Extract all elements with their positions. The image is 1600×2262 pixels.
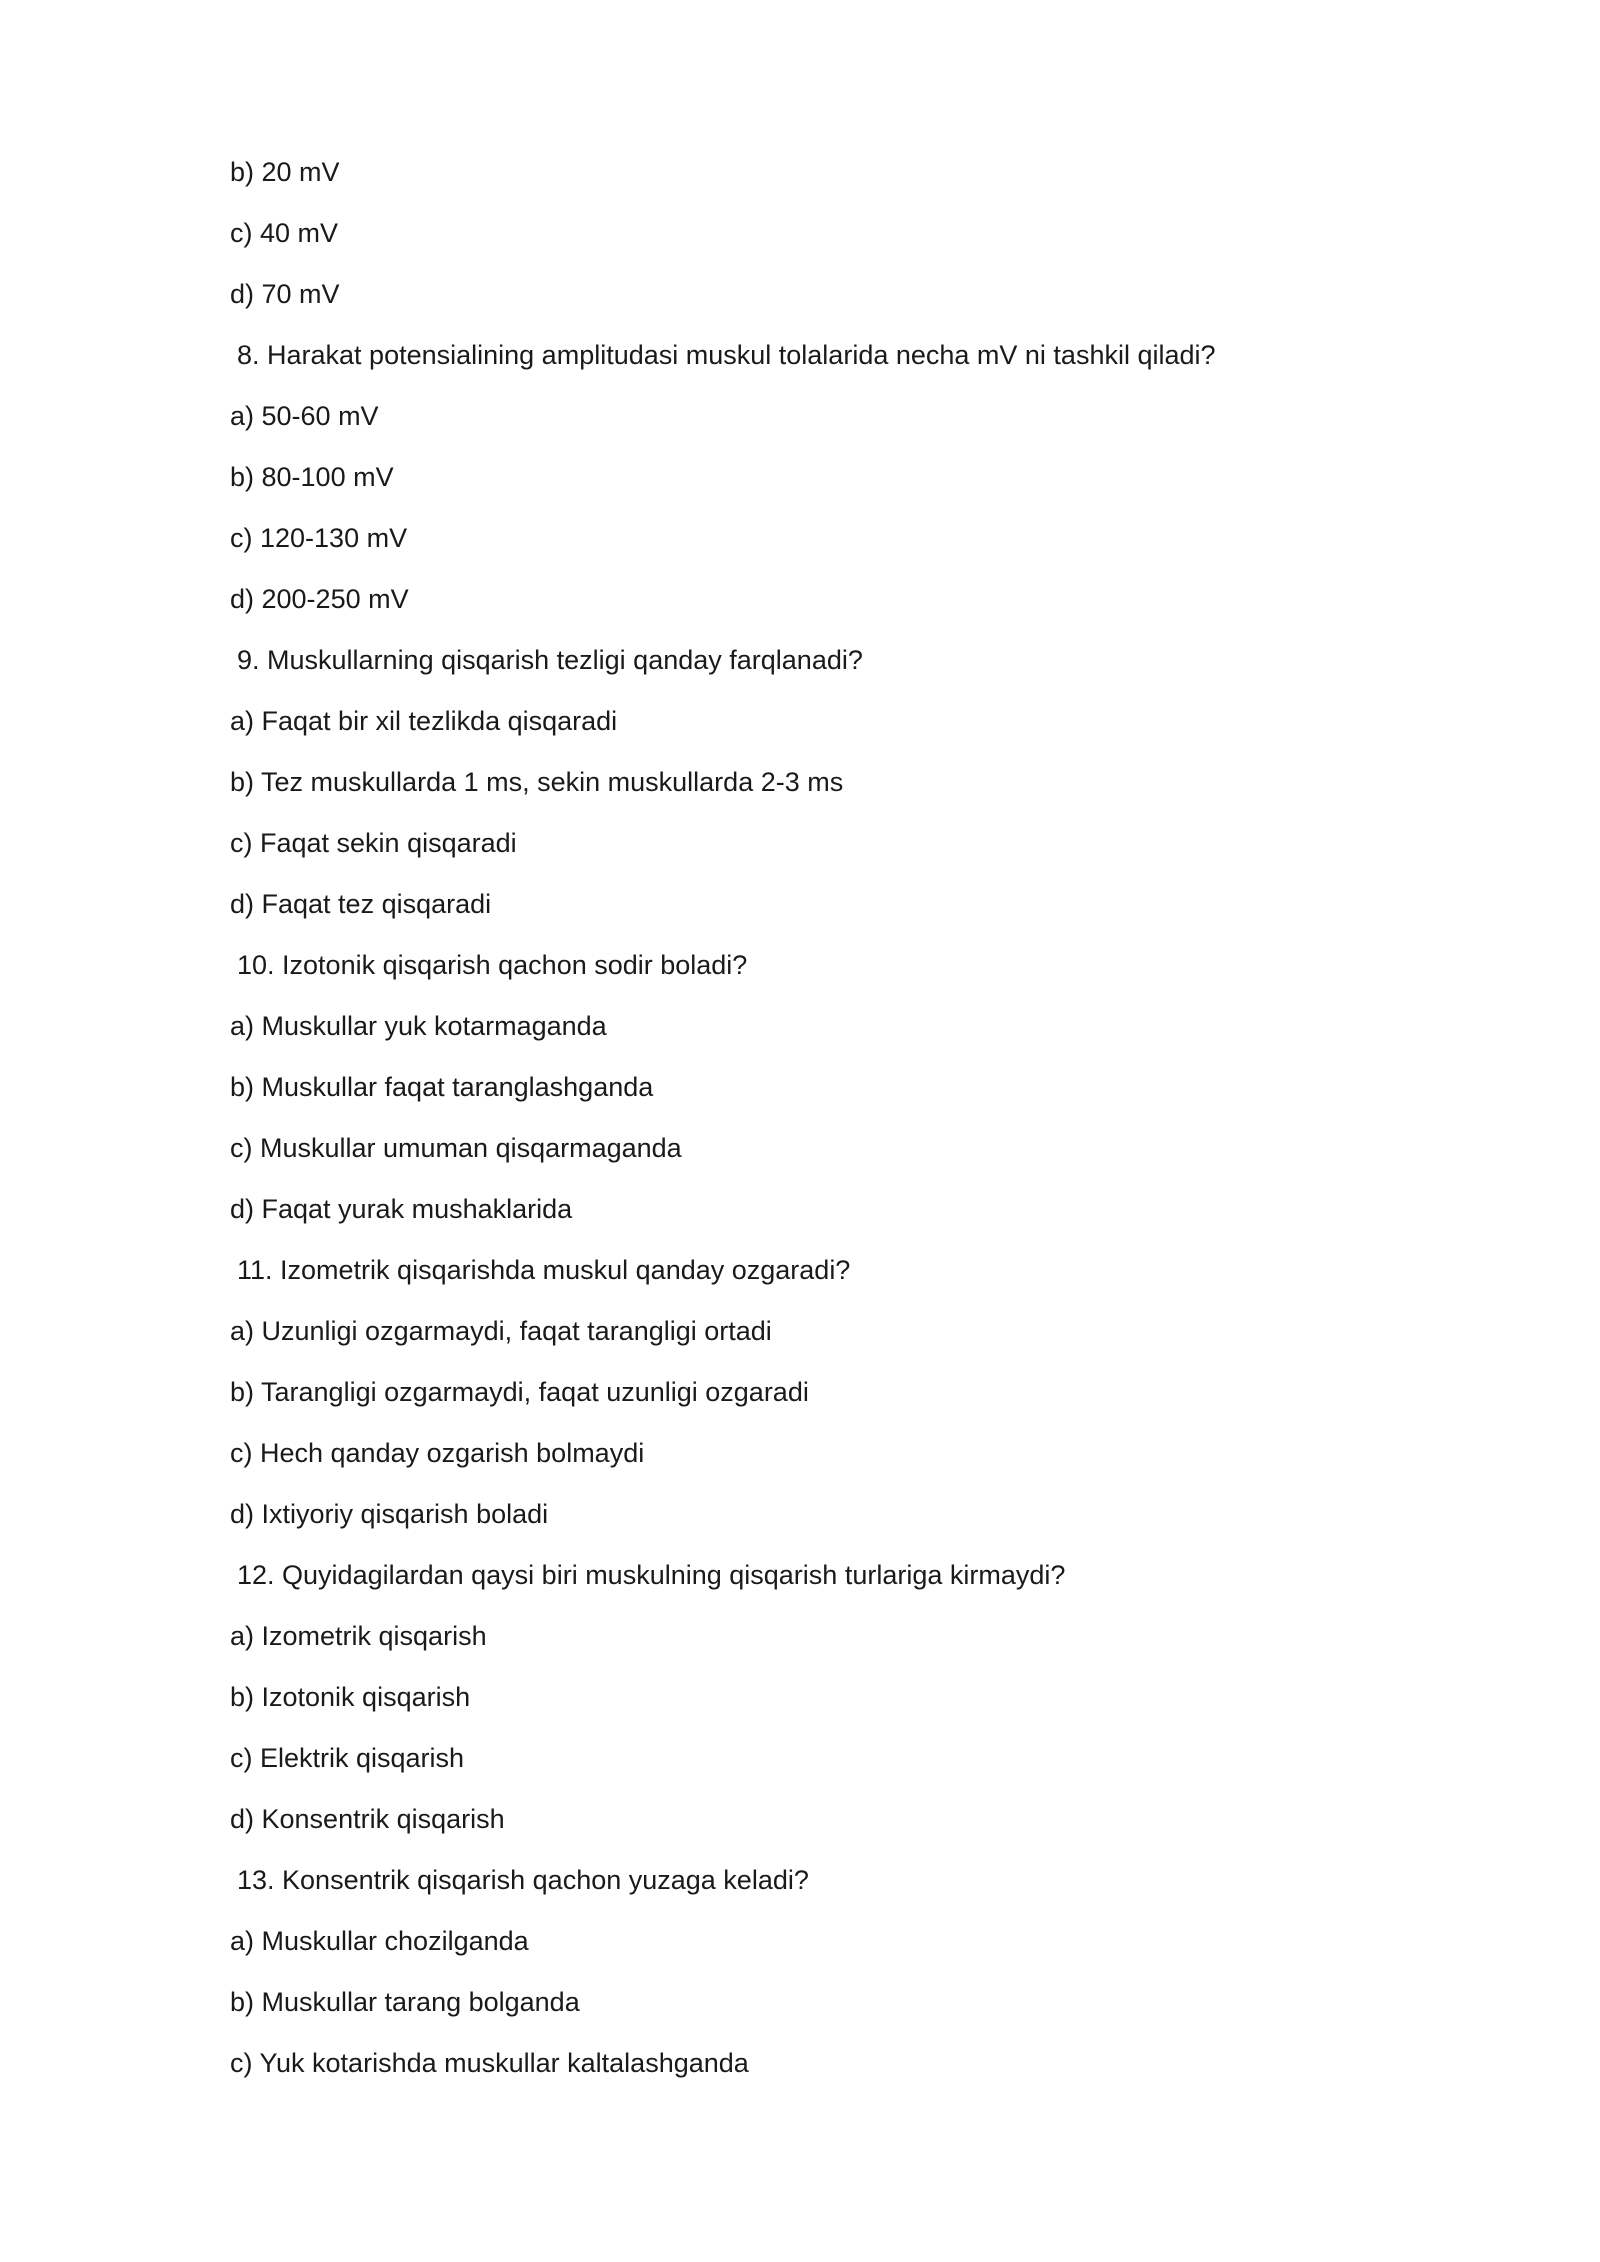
answer-option: a) Muskullar yuk kotarmaganda (230, 1011, 607, 1041)
question-text: 10. Izotonik qisqarish qachon sodir boladi? (237, 950, 748, 980)
answer-option: a) Uzunligi ozgarmaydi, faqat tarangligi ortadi (230, 1316, 772, 1346)
answer-option: a) Faqat bir xil tezlikda qisqaradi (230, 706, 618, 736)
question-text: 13. Konsentrik qisqarish qachon yuzaga keladi? (237, 1865, 809, 1895)
quiz-content (230, 152, 1430, 2104)
answer-option: d) Faqat tez qisqaradi (230, 889, 492, 919)
answer-option: b) Muskullar tarang bolganda (230, 1987, 580, 2017)
answer-option: a) Izometrik qisqarish (230, 1621, 487, 1651)
answer-option: b) Izotonik qisqarish (230, 1682, 471, 1712)
question-text: 8. Harakat potensialining amplitudasi muskul tolalarida necha mV ni tashkil qiladi? (237, 340, 1216, 370)
answer-option: a) 50-60 mV (230, 401, 379, 431)
question-text: 11. Izometrik qisqarishda muskul qanday ozgaradi? (237, 1255, 851, 1285)
answer-option: b) Tez muskullarda 1 ms, sekin muskullarda 2-3 ms (230, 767, 844, 797)
answer-option: c) Yuk kotarishda muskullar kaltalashganda (230, 2048, 749, 2078)
answer-option: c) Faqat sekin qisqaradi (230, 828, 517, 858)
question-text: 9. Muskullarning qisqarish tezligi qanday farqlanadi? (237, 645, 863, 675)
answer-option: d) Faqat yurak mushaklarida (230, 1194, 573, 1224)
answer-option: c) 40 mV (230, 218, 339, 248)
answer-option: b) 20 mV (230, 157, 340, 187)
answer-option: d) Ixtiyoriy qisqarish boladi (230, 1499, 549, 1529)
question-text: 12. Quyidagilardan qaysi biri muskulning qisqarish turlariga kirmaydi? (237, 1560, 1066, 1590)
answer-option: c) Elektrik qisqarish (230, 1743, 465, 1773)
answer-option: c) Muskullar umuman qisqarmaganda (230, 1133, 682, 1163)
answer-option: b) Muskullar faqat taranglashganda (230, 1072, 654, 1102)
answer-option: b) Tarangligi ozgarmaydi, faqat uzunligi ozgaradi (230, 1377, 809, 1407)
answer-option: c) 120-130 mV (230, 523, 408, 553)
answer-option: b) 80-100 mV (230, 462, 394, 492)
answer-option: d) Konsentrik qisqarish (230, 1804, 505, 1834)
answer-option: d) 200-250 mV (230, 584, 409, 614)
answer-option: d) 70 mV (230, 279, 340, 309)
answer-option: a) Muskullar chozilganda (230, 1926, 529, 1956)
answer-option: c) Hech qanday ozgarish bolmaydi (230, 1438, 645, 1468)
